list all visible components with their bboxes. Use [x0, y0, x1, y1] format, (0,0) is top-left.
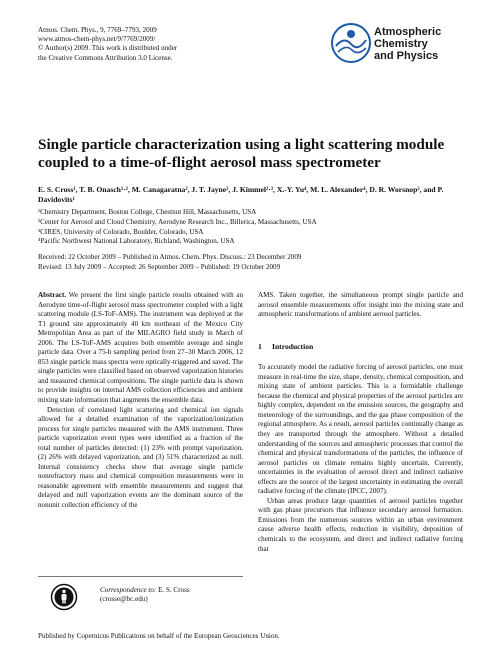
- logo-line-2: Chemistry: [374, 38, 428, 50]
- journal-url[interactable]: www.atmos-chem-phys.net/9/7769/2009/: [38, 35, 156, 44]
- author-list: E. S. Cross¹, T. B. Onasch¹·², M. Canagaratna², J. T. Jayne², J. Kimmel²·³, X.-Y. Yu⁴, M. L. Alexander⁴, D. R. Worsnop², and P. Davidovits¹: [38, 185, 444, 204]
- egu-logo-icon: [330, 22, 372, 64]
- journal-logo: [330, 22, 480, 68]
- affiliation-3: ³CIRES, University of Colorado, Boulder, Colorado, USA: [38, 227, 204, 236]
- dates-line-1: Received: 22 October 2009 – Published in Atmos. Chem. Phys. Discuss.: 23 December 2009: [38, 253, 302, 261]
- abstract-paragraph-1: [38, 291, 243, 406]
- page-footer: Published by Copernicus Publications on behalf of the European Geosciences Union.: [38, 632, 280, 640]
- logo-wordmark: [374, 26, 478, 62]
- abstract-label: Abstract.: [38, 291, 67, 299]
- copyright-line: © Author(s) 2009. This work is distributed under: [38, 44, 178, 53]
- logo-line-1: Atmospheric: [374, 26, 442, 38]
- paper-title: Single particle characterization using a light scattering module coupled to a time-of-flight aerosol mass spectrometer: [38, 136, 445, 171]
- correspondence-name: E. S. Cross: [158, 586, 190, 594]
- correspondence-label: Correspondence to:: [100, 586, 157, 594]
- creative-commons-icon: [50, 583, 78, 611]
- right-column: [258, 291, 463, 554]
- left-column: [38, 291, 243, 511]
- correspondence-text: [100, 586, 190, 605]
- intro-paragraph-2: Urban areas produce large quantities of aerosol particles together with gas phase precursors that influence secondary aerosol formation. Emissions from the numerous sources within an urban environment cause adverse health effects, reduction in visibility, deposition of chemicals to the ecosystem, and direct and indirect radiative forcing that: [258, 496, 463, 553]
- logo-line-3: and Physics: [374, 50, 439, 62]
- publication-dates: [38, 253, 468, 272]
- correspondence-box: [38, 576, 243, 611]
- license-line: the Creative Commons Attribution 3.0 License.: [38, 53, 173, 62]
- abstract-text-1: We present the first single particle results obtained with an Aerodyne time-of-flight aerosol mass spectrometer coupled with a light scattering module (LS-ToF-AMS). The instrument was deployed at the T1 ground site approximately 40 km northeast of the Mexico City Metropolitan Area as part of the MILAGRO field study in March of 2006. The LS-ToF-AMS acquires both ensemble average and single particle data. Over a 75-h sampling period from 27–30 March 2006, 12 853 single particle mass spectra were optically-triggered and saved. The single particles were classified based on observed vaporization histories and measured chemical compositions. The single particle data is shown to provide insights on internal AMS collection efficiencies and ambient mixing state information that augments the ensemble data.: [38, 291, 244, 405]
- journal-header: [38, 26, 278, 63]
- affiliation-1: ¹Chemistry Department, Boston College, Chestnut Hill, Massachusetts, USA: [38, 208, 257, 216]
- correspondence-email[interactable]: (crosse@bc.edu): [100, 595, 148, 604]
- journal-citation: Atmos. Chem. Phys., 9, 7769–7793, 2009: [38, 26, 157, 34]
- abstract-paragraph-2: Detection of correlated light scattering and chemical ion signals allowed for a detailed examination of the vaporization/ionization process for single particles measured with the AMS instrument. Three particle vaporization event types were identified as a fraction of the total number of particles detected: (1) 23% with prompt vaporization, (2) 26% with delayed vaporization, and (3) 51% characterized as null. Internal consistency checks show that average single particle nonrefractory mass and chemical composition measurements were in reasonable agreement with ensemble measurements and suggest that delayed and null vaporization events are the dominant source of the nonunit collection efficiency of the: [38, 405, 243, 510]
- intro-paragraph-1: To accurately model the radiative forcing of aerosol particles, one must measure in real-time the size, shape, density, chemical composition, and mixing state of ambient particles. This is a formidable challenge because the chemical and physical properties of the aerosol particles are highly complex, dependent on the emission sources, the geography and meteorology of the surroundings, and the gas phase composition of the regional atmosphere. As a result, aerosol particles continually change as they are transported through the atmosphere. Without a detailed understanding of the sources and atmospheric processes that control the chemical and physical transformations of the particles, the influence of aerosol particles on climate remains highly uncertain. Currently, uncertainties in the evaluation of aerosol direct and indirect radiative effects are the source of the largest uncertainty in estimating the overall radiative forcing of the climate (IPCC, 2007).: [258, 363, 463, 496]
- abstract-paragraph-3: AMS. Taken together, the simultaneous prompt single particle and aerosol ensemble measurements offer insight into the mixing state and atmospheric transformations of ambient aerosol particles.: [258, 291, 463, 319]
- section-heading-introduction: [258, 342, 463, 352]
- dates-line-2: Revised: 13 July 2009 – Accepted: 26 September 2009 – Published: 19 October 2009: [38, 262, 281, 271]
- section-title: Introduction: [272, 341, 314, 351]
- affiliation-2: ²Center for Aerosol and Cloud Chemistry, Aerodyne Research Inc., Billerica, Massachusetts, USA: [38, 217, 317, 226]
- affiliations: [38, 208, 468, 247]
- affiliation-4: ⁴Pacific Northwest National Laboratory, Richland, Washington, USA: [38, 237, 235, 246]
- section-number: 1: [258, 341, 262, 351]
